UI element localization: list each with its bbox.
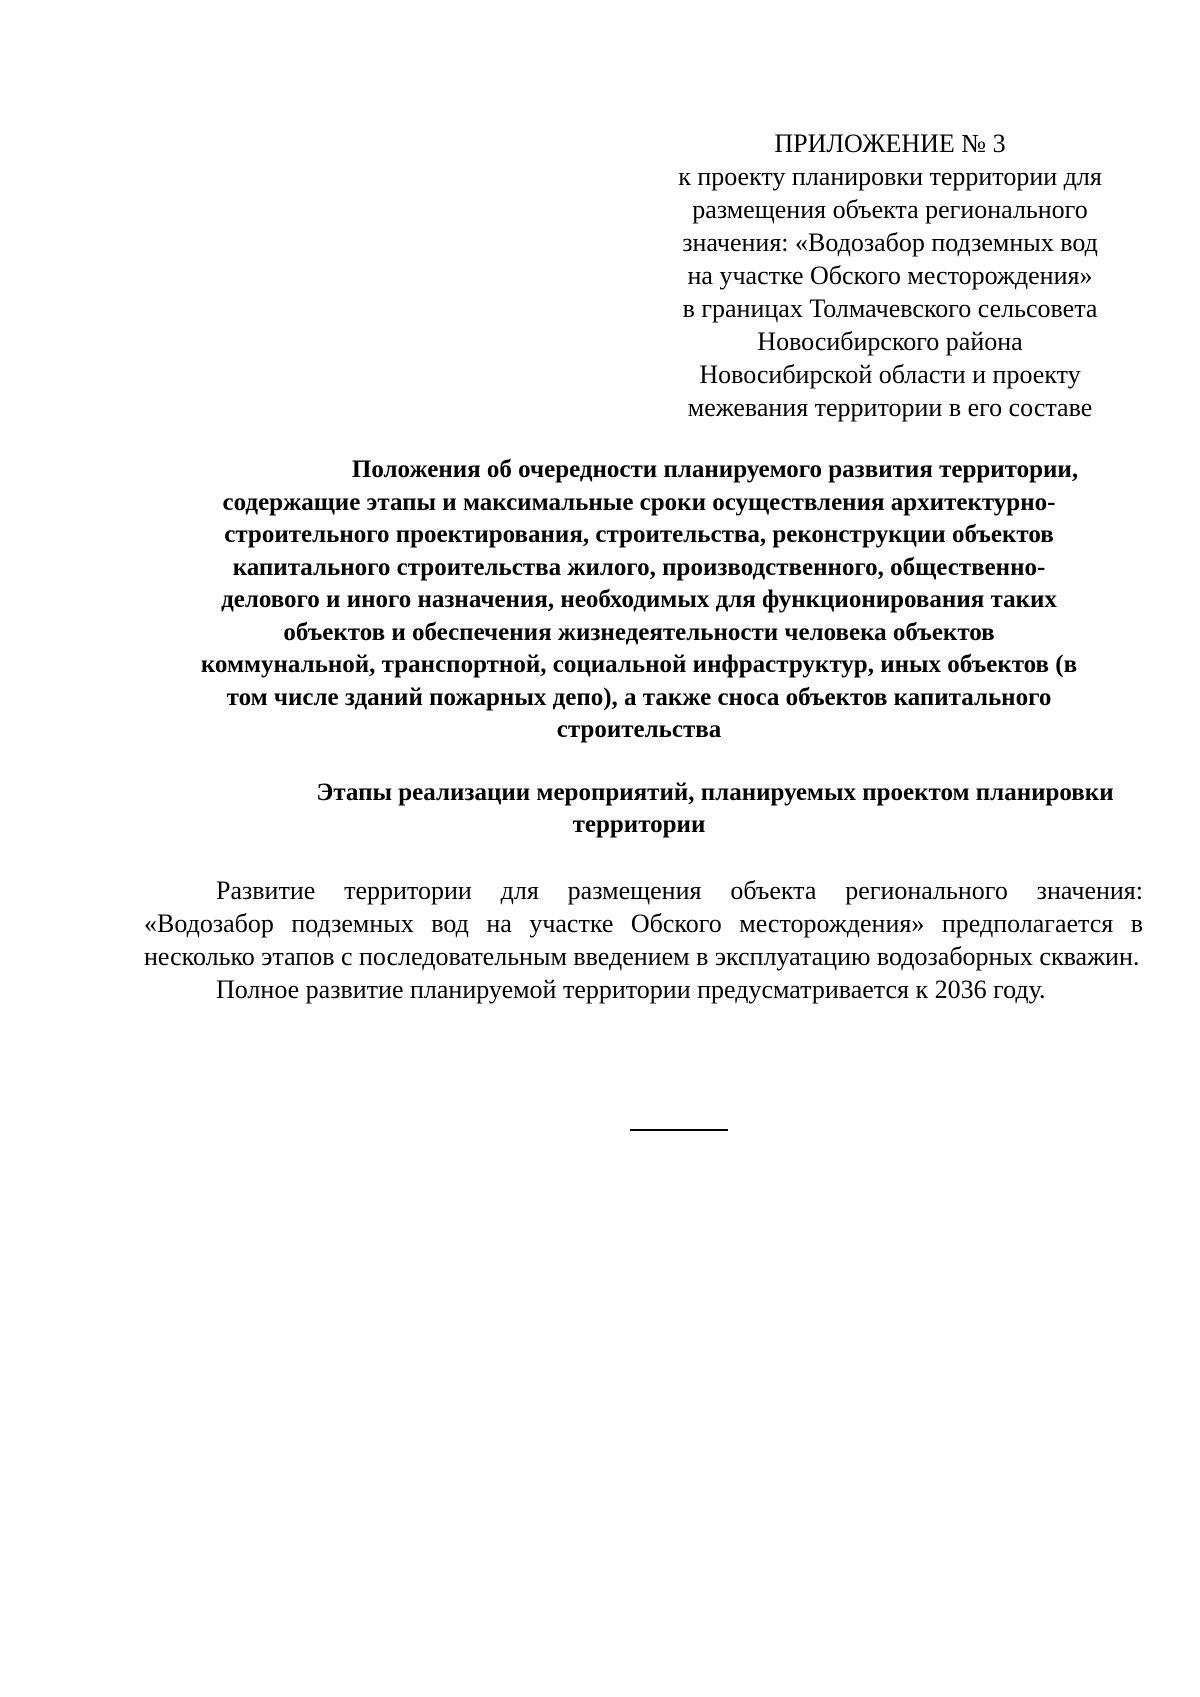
appendix-line: размещения объекта регионального	[692, 195, 1088, 224]
main-heading-line: коммунальной, транспортной, социальной инфраструктур, иных объектов (в	[200, 651, 1078, 678]
appendix-line: Новосибирской области и проекту	[699, 360, 1081, 389]
main-heading-line: Положения об очередности планируемого развития территории,	[351, 456, 1079, 483]
main-heading-line: строительного проектирования, строительства, реконструкции объектов	[224, 521, 1054, 548]
main-heading-line: содержащие этапы и максимальные сроки осуществления архитектурно-	[222, 488, 1056, 516]
section-heading	[140, 777, 1138, 841]
main-heading	[140, 454, 1138, 747]
main-heading-line: строительства	[556, 716, 722, 743]
main-heading-line: капитального строительства жилого, производственного, общественно-	[232, 553, 1046, 581]
section-heading-line: территории	[572, 811, 706, 838]
end-separator-line	[630, 1129, 728, 1131]
appendix-title: ПРИЛОЖЕНИЕ № 3	[774, 129, 1006, 158]
appendix-line: к проекту планировки территории для	[678, 162, 1102, 191]
appendix-line: межевания территории в его составе	[687, 393, 1093, 422]
body-paragraph: Развитие территории для размещения объекта регионального значения: «Водозабор подземных вод на участке Обского месторождения» предполагается в несколько этапов с последовательным введением в эксплуатацию водозаборных скважин.	[144, 876, 1143, 971]
main-heading-line: объектов и обеспечения жизнедеятельности человека объектов	[283, 618, 995, 646]
appendix-line: значения: «Водозабор подземных вод	[682, 228, 1098, 257]
main-heading-line: том числе зданий пожарных депо), а также сноса объектов капитального	[226, 683, 1052, 711]
main-heading-line: делового и иного назначения, необходимых для функционирования таких	[221, 586, 1057, 613]
body-text	[144, 874, 1143, 1006]
appendix-line: в границах Толмачевского сельсовета	[682, 294, 1098, 323]
body-paragraph: Полное развитие планируемой территории предусматривается к 2036 году.	[216, 975, 1046, 1004]
appendix-line: на участке Обского месторождения»	[687, 261, 1093, 290]
appendix-block	[655, 127, 1125, 424]
appendix-line: Новосибирского района	[757, 327, 1023, 356]
section-heading-line: Этапы реализации мероприятий, планируемых проектом планировки	[316, 779, 1114, 806]
